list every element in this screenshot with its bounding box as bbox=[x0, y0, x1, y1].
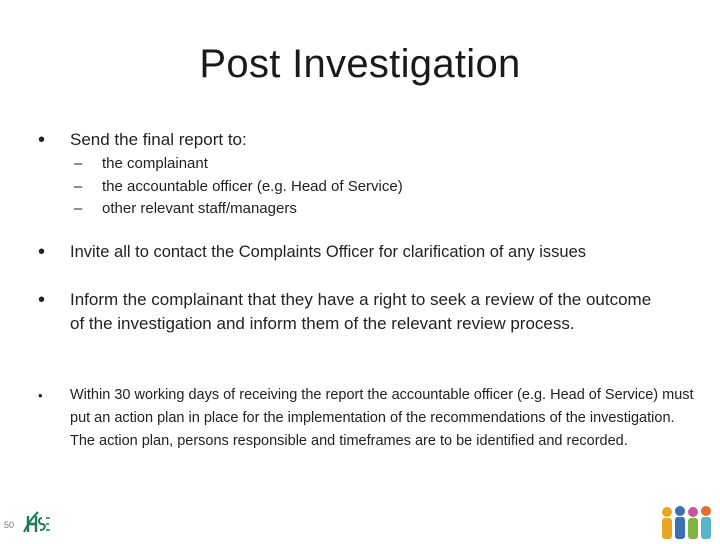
bullet-marker: • bbox=[38, 241, 46, 263]
people-figures-logo-icon bbox=[660, 505, 716, 544]
bullet-text: Inform the complainant that they have a right to seek a review of the outcome of the investigation and inform them of the relevant review process. bbox=[70, 290, 652, 333]
bullet-inform-review bbox=[38, 288, 678, 336]
slide-title: Post Investigation bbox=[199, 42, 521, 86]
bullet-marker: • bbox=[38, 388, 43, 403]
bullet-text: Send the final report to: bbox=[70, 130, 247, 149]
bullet-marker: • bbox=[38, 289, 46, 311]
sub-item bbox=[74, 198, 403, 221]
bullet-marker: • bbox=[38, 129, 46, 151]
page-number: 50 bbox=[4, 520, 15, 530]
sub-item bbox=[74, 153, 403, 176]
hse-logo-icon bbox=[20, 510, 52, 541]
bullet-invite-contact bbox=[38, 240, 698, 264]
dash-marker: – bbox=[74, 155, 83, 172]
dash-marker: – bbox=[74, 200, 83, 217]
dash-marker: – bbox=[74, 177, 83, 195]
sub-item-text: the accountable officer (e.g. Head of Service) bbox=[102, 177, 403, 195]
bullet-action-plan bbox=[38, 384, 698, 453]
sub-item-text: other relevant staff/managers bbox=[102, 200, 297, 217]
bullet-send-report bbox=[38, 128, 678, 152]
bullet-text: Within 30 working days of receiving the report the accountable officer (e.g. Head of Service) must put an action plan in place for the implementation of the recommendations of the investigation. The action plan, persons responsible and timeframes are to be identified and recorded. bbox=[70, 387, 694, 449]
bullet-text: Invite all to contact the Complaints Officer for clarification of any issues bbox=[70, 243, 587, 261]
sub-item bbox=[74, 176, 403, 199]
recipient-list bbox=[74, 153, 403, 221]
sub-item-text: the complainant bbox=[102, 155, 208, 172]
